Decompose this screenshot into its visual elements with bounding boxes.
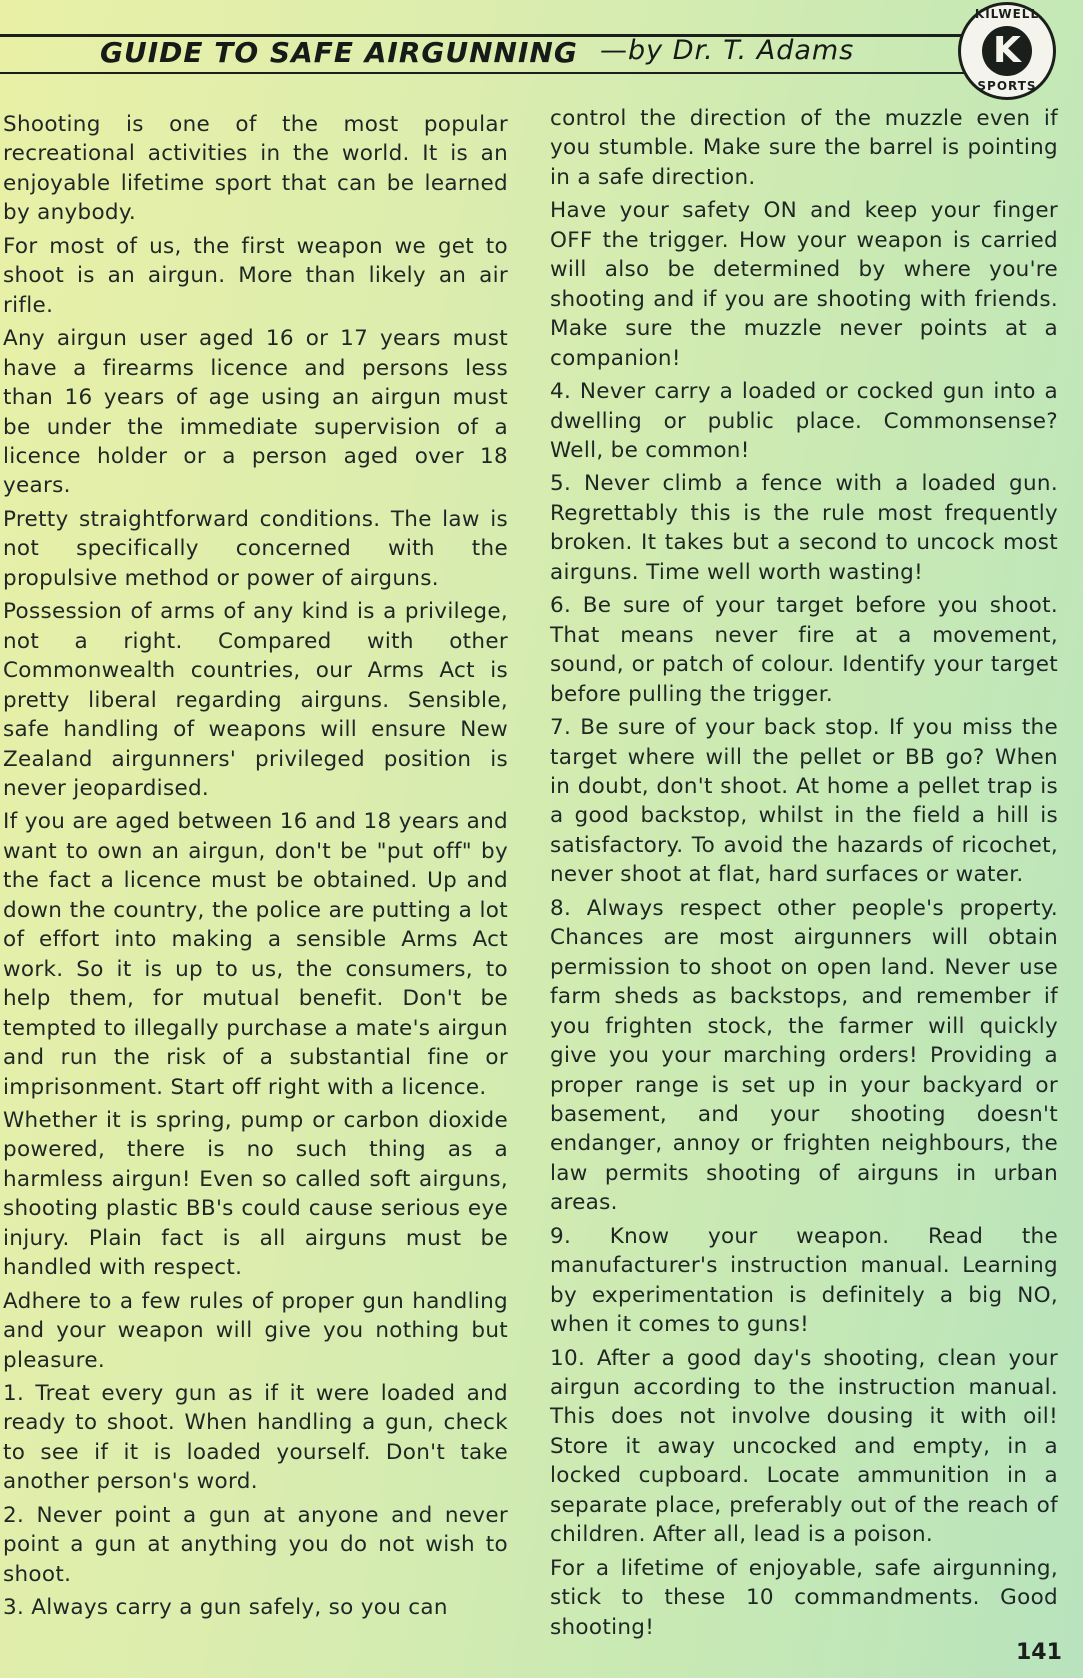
paragraph: If you are aged between 16 and 18 years and want to own an airgun, don't be "put off" by the fact a licence must be obtained. Up and down the country, the police are putting a lot of effort into making a sensible Arms Act work. So it is up to us, the consumers, to help them, for mutual benefit. Don't be tempted to illegally purchase a mate's airgun and run the risk of a substantial fine or imprisonment. Start off right with a licence. <box>3 809 508 1100</box>
paragraph: Shooting is one of the most popular recreational activities in the world. It is an enjoyable lifetime sport that can be learned by anybody. <box>3 112 508 226</box>
rule-9: 9. Know your weapon. Read the manufacturer's instruction manual. Learning by experimentation is definitely a big NO, when it comes to guns! <box>550 1223 1058 1338</box>
paragraph: Pretty straightforward conditions. The law is not specifically concerned with the propulsive method or power of airguns. <box>3 506 508 591</box>
rule-4: 4. Never carry a loaded or cocked gun into a dwelling or public place. Commonsense? Well, be common! <box>550 379 1058 463</box>
rule-6: 6. Be sure of your target before you shoot. That means never fire at a movement, sound, or patch of colour. Identify your target before pulling the trigger. <box>550 593 1058 707</box>
article-byline: —by Dr. T. Adams <box>600 35 855 66</box>
logo-top-text: KILWELL <box>974 7 1040 21</box>
rule-2: 2. Never point a gun at anyone and never point a gun at anything you do not wish to shoot. <box>3 1502 508 1587</box>
paragraph: Whether it is spring, pump or carbon dioxide powered, there is no such thing as a harmless airgun! Even so called soft airguns, shooting plastic BB's could cause serious eye injury. Plain fact is all airguns must be handled with respect. <box>3 1107 508 1281</box>
paragraph: Adhere to a few rules of proper gun handling and your weapon will give you nothing but pleasure. <box>3 1288 508 1373</box>
article-title: GUIDE TO SAFE AIRGUNNING <box>100 36 578 69</box>
rule-5: 5. Never climb a fence with a loaded gun. Regrettably this is the rule most frequently broken. It takes but a second to uncock most airguns. Time well worth wasting! <box>550 471 1058 585</box>
rule-3-continued: control the direction of the muzzle even if you stumble. Make sure the barrel is pointing in a safe direction. <box>550 106 1058 190</box>
closing-paragraph: For a lifetime of enjoyable, safe airgunning, stick to these 10 commandments. Good shooting! <box>550 1555 1058 1640</box>
rule-3-start: 3. Always carry a gun safely, so you can <box>3 1595 448 1621</box>
rule-7: 7. Be sure of your back stop. If you miss the target where will the pellet or BB go? When in doubt, don't shoot. At home a pellet trap is a good backstop, whilst in the field a hill is satisfactory. To avoid the hazards of ricochet, never shoot at flat, hard surfaces or water. <box>550 715 1058 888</box>
rule-1: 1. Treat every gun as if it were loaded and ready to shoot. When handling a gun, check to see if it is loaded yourself. Don't take another person's word. <box>3 1381 508 1495</box>
logo-bottom-text: SPORTS <box>977 79 1037 93</box>
paragraph: For most of us, the first weapon we get to shoot is an airgun. More than likely an air rifle. <box>3 233 508 318</box>
right-column <box>550 104 1058 1646</box>
paragraph: Possession of arms of any kind is a privilege, not a right. Compared with other Commonwealth countries, our Arms Act is pretty liberal regarding airguns. Sensible, safe handling of weapons will ensure New Zealand airgunners' privileged position is never jeopardised. <box>3 599 508 801</box>
rule-8: 8. Always respect other people's property. Chances are most airgunners will obtain permission to shoot on open land. Never use farm sheds as backstops, and remember if you frighten stock, the farmer will quickly give you your marching orders! Providing a proper range is set up in your backyard or basement, and your shooting doesn't endanger, annoy or frighten neighbours, the law permits shooting of airguns in urban areas. <box>550 895 1058 1216</box>
logo-letter: K <box>982 26 1032 76</box>
paragraph: Any airgun user aged 16 or 17 years must have a firearms licence and persons less than 16 years of age using an airgun must be under the immediate supervision of a licence holder or a person aged over 18 years. <box>3 326 508 499</box>
left-column <box>3 110 508 1627</box>
kilwell-sports-logo <box>958 2 1056 100</box>
page-number: 141 <box>1016 1640 1062 1665</box>
rule-10: 10. After a good day's shooting, clean your airgun according to the instruction manual. This does not involve dousing it with oil! Store it away uncocked and empty, in a locked cupboard. Locate ammunition in a separate place, preferably out of the reach of children. After all, lead is a poison. <box>550 1345 1058 1548</box>
header-rule-bottom <box>0 72 1000 74</box>
paragraph: Have your safety ON and keep your finger OFF the trigger. How your weapon is carried will also be determined by where you're shooting and if you are shooting with friends. Make sure the muzzle never points at a companion! <box>550 198 1058 371</box>
